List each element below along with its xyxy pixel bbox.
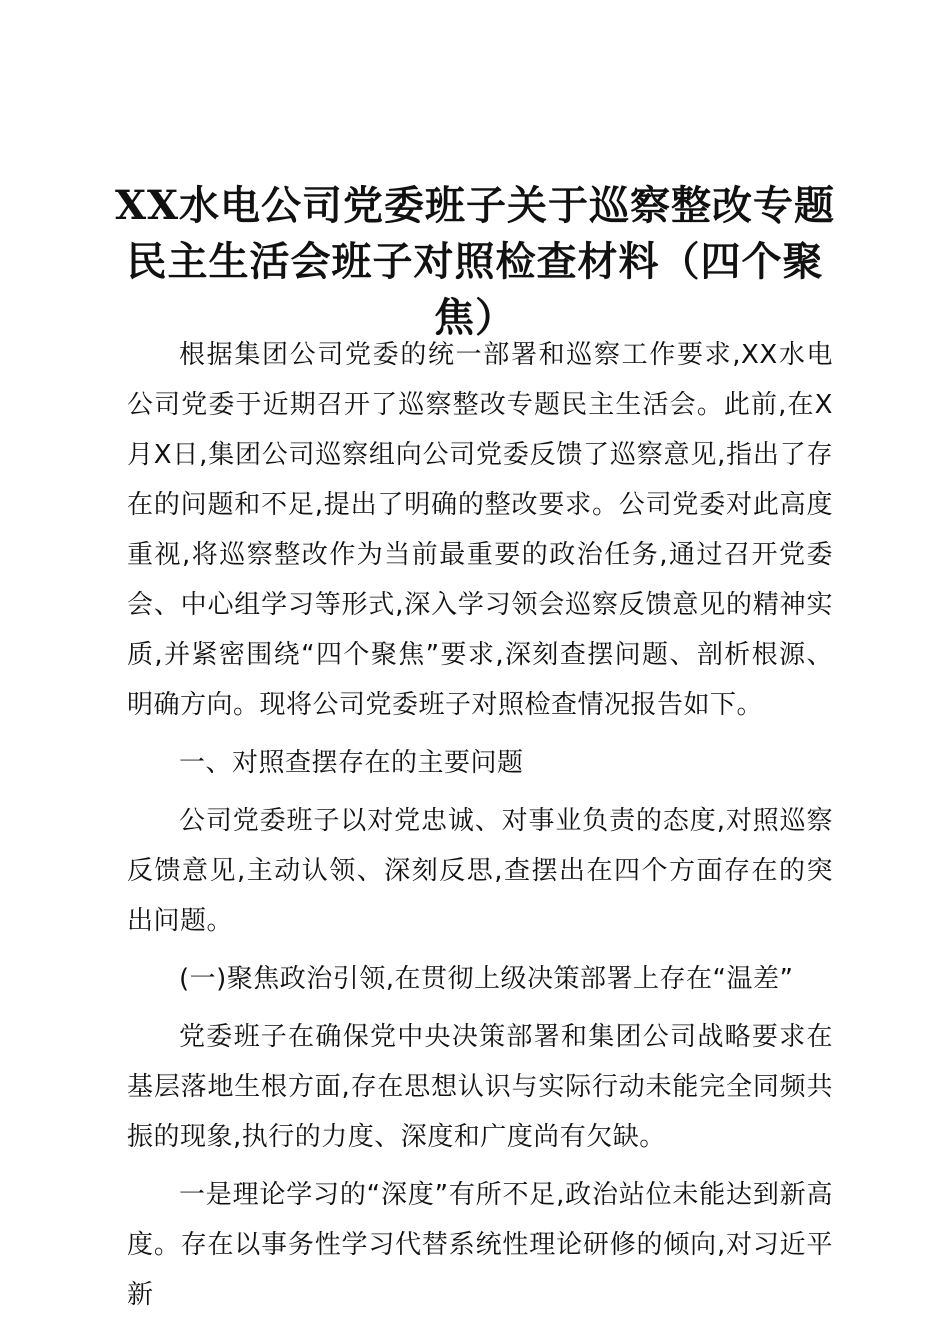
- subsection-1-paragraph: 党委班子在确保党中央决策部署和集团公司战略要求在基层落地生根方面,存在思想认识与实际行动未能完全同频共振的现象,执行的力度、深度和广度尚有欠缺。: [127, 1022, 833, 1152]
- section-1-paragraph: 公司党委班子以对党忠诚、对事业负责的态度,对照巡察反馈意见,主动认领、深刻反思,查摆出在四个方面存在的突出问题。: [127, 806, 833, 936]
- subsection-heading-1: (一)聚焦政治引领,在贯彻上级决策部署上存在“温差”: [179, 964, 794, 994]
- point-1-paragraph: 一是理论学习的“深度”有所不足,政治站位未能达到新高度。存在以事务性学习代替系统性理论研修的倾向,对习近平新: [127, 1180, 833, 1310]
- document-title: XX水电公司党委班子关于巡察整改专题民主生活会班子对照检查材料（四个聚焦）: [114, 182, 836, 341]
- section-heading-1: 一、对照查摆存在的主要问题: [179, 748, 524, 778]
- intro-paragraph: 根据集团公司党委的统一部署和巡察工作要求,XX水电公司党委于近期召开了巡察整改专题民主生活会。此前,在X月X日,集团公司巡察组向公司党委反馈了巡察意见,指出了存在的问题和不足,提出了明确的整改要求。公司党委对此高度重视,将巡察整改作为当前最重要的政治任务,通过召开党委会、中心组学习等形式,深入学习领会巡察反馈意见的精神实质,并紧密围绕“四个聚焦”要求,深刻查摆问题、剖析根源、明确方向。现将公司党委班子对照检查情况报告如下。: [127, 340, 833, 720]
- document-body: [127, 330, 833, 1328]
